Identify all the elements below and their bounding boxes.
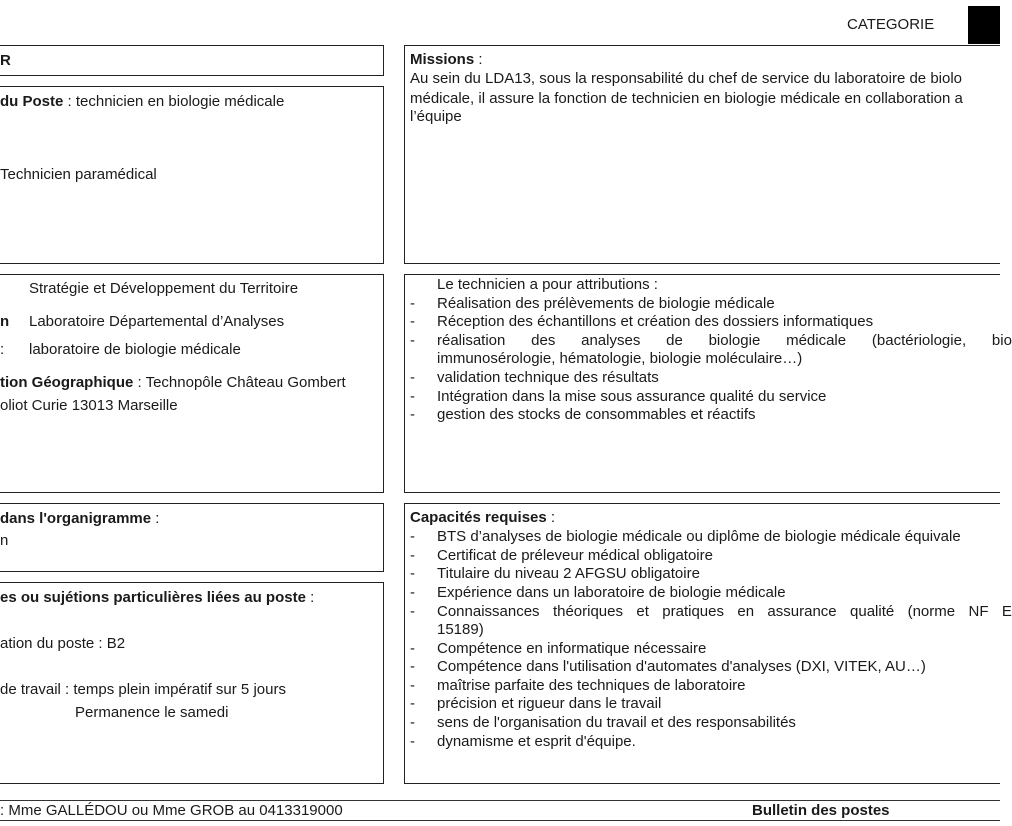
attributions-box: [404, 274, 1012, 493]
service-prefix: n: [0, 313, 10, 330]
list-bullet: -: [410, 547, 415, 564]
list-bullet: -: [410, 369, 415, 386]
footer-top-rule: [0, 800, 1000, 801]
permanence: Permanence le samedi: [75, 704, 229, 721]
list-item: Compétence dans l'utilisation d'automates d'analyses (DXI, VITEK, AU…): [437, 658, 926, 675]
list-bullet: -: [410, 584, 415, 601]
temps-travail: de travail : temps plein impératif sur 5 jours: [0, 681, 286, 698]
cadre-emploi: Technicien paramédical: [0, 166, 157, 183]
direction-value: Stratégie et Développement du Territoire: [29, 280, 299, 297]
organigramme-label: dans l'organigramme :: [0, 510, 160, 527]
list-item: Certificat de préleveur médical obligatoire: [437, 547, 713, 564]
categorie-value-box: [968, 6, 1000, 44]
list-bullet: -: [410, 714, 415, 731]
unite-prefix: :: [0, 341, 5, 358]
list-item: dynamisme et esprit d'équipe.: [437, 733, 636, 750]
list-bullet: -: [410, 295, 415, 312]
missions-label: Missions :: [410, 51, 483, 68]
missions-line: Au sein du LDA13, sous la responsabilité du chef de service du laboratoire de biolo: [410, 70, 963, 87]
list-item: gestion des stocks de consommables et réactifs: [437, 406, 756, 423]
footer-bottom-rule: [0, 820, 1000, 821]
organigramme-value: n: [0, 532, 9, 549]
attributions-intro: Le technicien a pour attributions :: [437, 276, 658, 293]
list-bullet: -: [410, 603, 415, 620]
capacites-label: Capacités requises :: [410, 509, 556, 526]
cotation-poste: ation du poste : B2: [0, 635, 126, 652]
intitule-poste: du Poste : technicien en biologie médicale: [0, 93, 285, 110]
poste-box: [0, 86, 384, 264]
list-item-continuation: 15189): [437, 621, 484, 638]
title-box: [0, 45, 384, 76]
list-bullet: -: [410, 677, 415, 694]
list-bullet: -: [410, 332, 415, 349]
list-item: Réception des échantillons et création des dossiers informatiques: [437, 313, 874, 330]
list-item-continuation: immunosérologie, hématologie, biologie moléculaire…): [437, 350, 803, 367]
list-bullet: -: [410, 388, 415, 405]
list-bullet: -: [410, 406, 415, 423]
title-text: R: [0, 52, 11, 69]
missions-line: médicale, il assure la fonction de technicien en biologie médicale en collaboration a: [410, 90, 963, 107]
categorie-label: CATEGORIE: [847, 16, 935, 33]
list-item: BTS d’analyses de biologie médicale ou diplôme de biologie médicale équivale: [437, 528, 961, 545]
missions-box: [404, 45, 1000, 264]
adresse: oliot Curie 13013 Marseille: [0, 397, 178, 414]
organigramme-box: [0, 503, 384, 572]
list-item-justified: Connaissances théoriques et pratiques en assurance qualité (norme NF E: [437, 603, 1012, 620]
footer-contact: : Mme GALLÉDOU ou Mme GROB au 0413319000: [0, 802, 343, 819]
list-item: maîtrise parfaite des techniques de laboratoire: [437, 677, 746, 694]
service-value: Laboratoire Départemental d’Analyses: [29, 313, 285, 330]
list-item: validation technique des résultats: [437, 369, 659, 386]
list-item-justified: réalisation des analyses de biologie médicale (bactériologie, bio: [437, 332, 1012, 349]
list-bullet: -: [410, 313, 415, 330]
localisation: tion Géographique : Technopôle Château Gombert: [0, 374, 346, 391]
footer-bulletin: Bulletin des postes: [752, 802, 890, 819]
list-bullet: -: [410, 640, 415, 657]
list-item: Titulaire du niveau 2 AFGSU obligatoire: [437, 565, 700, 582]
unite-value: laboratoire de biologie médicale: [29, 341, 241, 358]
list-item: Réalisation des prélèvements de biologie médicale: [437, 295, 775, 312]
list-item: sens de l'organisation du travail et des responsabilités: [437, 714, 796, 731]
list-bullet: -: [410, 733, 415, 750]
list-item: Compétence en informatique nécessaire: [437, 640, 707, 657]
missions-line: l’équipe: [410, 108, 462, 125]
sujetions-label: es ou sujétions particulières liées au poste :: [0, 589, 315, 606]
capacites-box: [404, 503, 1012, 784]
list-item: précision et rigueur dans le travail: [437, 695, 662, 712]
sujetions-box: [0, 582, 384, 784]
list-bullet: -: [410, 528, 415, 545]
list-item: Expérience dans un laboratoire de biologie médicale: [437, 584, 786, 601]
list-bullet: -: [410, 658, 415, 675]
list-item: Intégration dans la mise sous assurance qualité du service: [437, 388, 827, 405]
list-bullet: -: [410, 695, 415, 712]
list-bullet: -: [410, 565, 415, 582]
affectation-box: [0, 274, 384, 493]
